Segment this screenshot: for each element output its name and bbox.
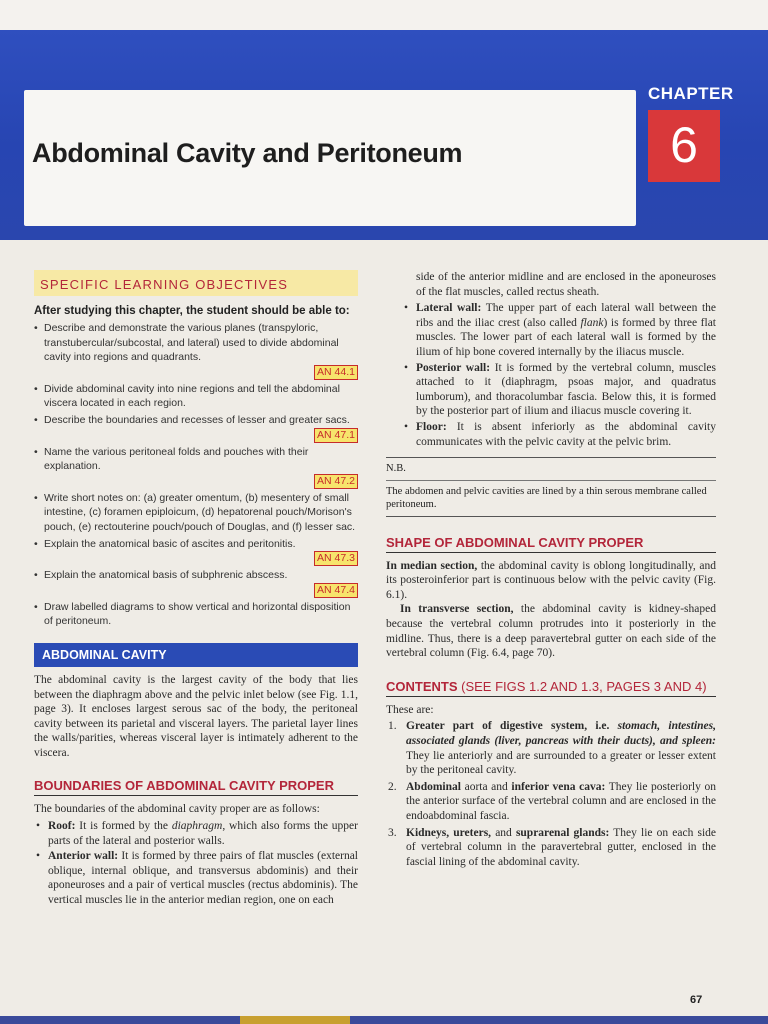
- boundary-lateral-wall: • Lateral wall: The upper part of each lateral wall between the ribs and the iliac crest (also called flank) is formed by three flat muscles. The lower part of each lateral wall is formed by the ilium of hip bone covered internally by the iliacus muscle.: [402, 301, 716, 359]
- nb-text: The abdomen and pelvic cavities are lined by a thin serous membrane called peritoneum.: [386, 480, 716, 512]
- objectives-heading: SPECIFIC LEARNING OBJECTIVES: [34, 270, 358, 296]
- contents-item: 2. Abdominal aorta and inferior vena cava: They lie posteriorly on the anterior surface of the vertebral column and are enclosed in the endoabdominal fascia.: [388, 780, 716, 822]
- competency-code: AN 47.2: [314, 474, 358, 489]
- contents-heading: CONTENTS (SEE FIGS 1.2 AND 1.3, PAGES 3 AND 4): [386, 679, 716, 697]
- contents-intro: These are:: [386, 703, 434, 716]
- boundaries-list: [34, 819, 358, 908]
- right-column: [386, 270, 716, 871]
- boundaries-heading: BOUNDARIES OF ABDOMINAL CAVITY PROPER: [34, 778, 358, 796]
- boundary-floor: • Floor: It is absent inferiorly as the abdominal cavity communicates with the pelvic cavity at the pelvic brim.: [402, 420, 716, 449]
- page-bottom-edge: [0, 1016, 768, 1024]
- objective-item: • Describe and demonstrate the various planes (transpyloric, transtubercular/subcostal, and lateral) used to divide abdominal cavity into regions and quadrants. AN 44.1: [34, 321, 358, 380]
- objective-item: • Draw labelled diagrams to show vertical and horizontal disposition of peritoneum.: [34, 600, 358, 629]
- competency-code: AN 47.1: [314, 428, 358, 443]
- chapter-label: CHAPTER: [648, 84, 734, 103]
- objectives-list: [34, 321, 358, 629]
- shape-heading: SHAPE OF ABDOMINAL CAVITY PROPER: [386, 535, 716, 553]
- abdominal-cavity-paragraph: The abdominal cavity is the largest cavity of the body that lies between the diaphragm above and the pelvic inlet below (see Fig. 1.1, page 3). It encloses largest serous sac of the body, the peritoneal cavity between its parietal and visceral layers. The parietal layer lines the walls/parities, whereas visceral layer is intimately adherent to the viscera.: [34, 673, 358, 759]
- boundary-posterior-wall: • Posterior wall: It is formed by the vertebral column, muscles attached to it (diaphragm, psoas major, and quadratus lumborum), and thoracolumbar fascia. Below this, it is formed by the posterior part of ilium and iliacus muscle covering it.: [402, 361, 716, 419]
- chapter-number: 6: [670, 117, 698, 173]
- abdominal-cavity-heading: ABDOMINAL CAVITY: [34, 643, 358, 667]
- contents-list: [386, 719, 716, 869]
- boundary-anterior-wall: • Anterior wall: It is formed by three pairs of flat muscles (external oblique, internal oblique, and transversus abdominis) and their aponeuroses and a pair of vertical muscles (rectus abdominis). The vertical muscles lie in the anterior median region, one on each: [34, 849, 358, 907]
- competency-code: AN 47.3: [314, 551, 358, 566]
- page-title: Abdominal Cavity and Peritoneum: [32, 138, 463, 168]
- boundaries-intro: The boundaries of the abdominal cavity proper are as follows:: [34, 803, 320, 816]
- contents-item: 3. Kidneys, ureters, and suprarenal glands: They lie on each side of vertebral column in the paravertebral gutter, enclosed in the fascial lining of the abdominal cavity.: [388, 826, 716, 868]
- boundary-roof: • Roof: It is formed by the diaphragm, which also forms the upper parts of the lateral and posterior walls.: [34, 819, 358, 848]
- objective-item: • Name the various peritoneal folds and pouches with their explanation. AN 47.2: [34, 445, 358, 489]
- objective-item: • Divide abdominal cavity into nine regions and tell the abdominal viscera located in each region.: [34, 382, 358, 411]
- nb-box: [386, 457, 716, 517]
- objective-item: • Explain the anatomical basis of subphrenic abscess. AN 47.4: [34, 568, 358, 598]
- page-number: 67: [690, 994, 703, 1006]
- objective-item: • Write short notes on: (a) greater omentum, (b) mesentery of small intestine, (c) foramen epiploicum, (d) hepatorenal pouch/Morison's pouch, (e) rectouterine pouch/pouch of Douglas, and (f) lesser sac.: [34, 491, 358, 535]
- anterior-wall-continued: side of the anterior midline and are enclosed in the aponeuroses of the flat muscles, called rectus sheath.: [416, 271, 716, 298]
- page-top-margin: [0, 0, 768, 30]
- contents-item: 1. Greater part of digestive system, i.e. stomach, intestines, associated glands (liver, pancreas with their ducts), and spleen: They lie anteriorly and are surrounded to a greater or lesser extent by the peritoneal cavity.: [388, 720, 716, 777]
- objectives-intro: After studying this chapter, the student should be able to:: [34, 305, 350, 317]
- boundaries-list-continued: [386, 301, 716, 449]
- chapter-number-box: [648, 110, 720, 182]
- objective-item: • Describe the boundaries and recesses of lesser and greater sacs. AN 47.1: [34, 413, 358, 443]
- bottom-edge-decoration: [240, 1016, 350, 1024]
- chapter-banner: [0, 30, 768, 240]
- objective-item: • Explain the anatomical basic of ascites and peritonitis. AN 47.3: [34, 537, 358, 567]
- shape-paragraph-2: In transverse section, the abdominal cavity is kidney-shaped because the vertebral column protrudes into it posteriorly in the midline. Thus, there is a deep paravertebral gutter on each side of the vertebral column (Fig. 6.4, page 70).: [386, 603, 716, 660]
- competency-code: AN 44.1: [314, 365, 358, 380]
- shape-paragraph-1: In median section, the abdominal cavity is oblong longitudinally, and its posteroinferior part is continuous below with the pelvic cavity (Fig. 6.1).: [386, 559, 716, 601]
- competency-code: AN 47.4: [314, 583, 358, 598]
- nb-label: N.B.: [386, 463, 406, 475]
- left-column: [34, 270, 358, 909]
- title-box: [24, 90, 636, 226]
